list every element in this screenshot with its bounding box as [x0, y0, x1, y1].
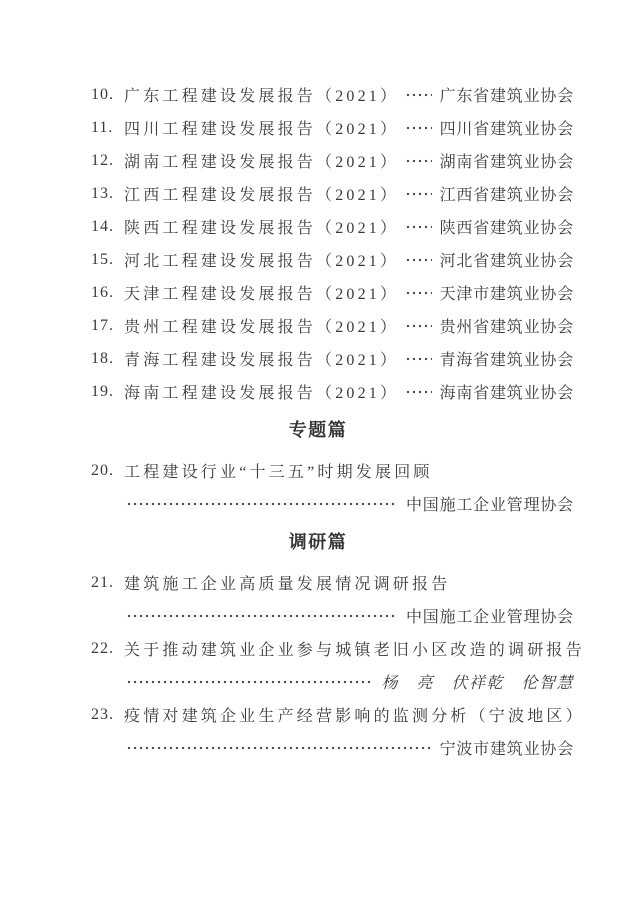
entry-number: 11.: [91, 118, 114, 136]
toc-entry-21: [91, 566, 574, 599]
dot-leader: [126, 500, 398, 508]
entry-number: 17.: [91, 316, 114, 334]
entry-source: 中国施工企业管理协会: [405, 609, 574, 626]
toc-entry-11: [91, 111, 574, 144]
section-heading-special: 专题篇: [288, 420, 348, 440]
entry-number: 21.: [91, 573, 114, 591]
toc-entry-23: [91, 698, 585, 731]
toc-entry-22-authors-line: [120, 665, 574, 698]
toc-entry-17: [91, 309, 574, 342]
entry-title: 建筑施工企业高质量发展情况调研报告: [124, 576, 451, 593]
toc-entry-10: [91, 78, 574, 111]
entry-title: 青海工程建设发展报告（2021）: [124, 352, 400, 369]
dot-leader: [405, 388, 431, 396]
entry-number: 23.: [91, 705, 114, 723]
entry-title: 疫情对建筑企业生产经营影响的监测分析（宁波地区）: [124, 708, 585, 725]
entry-source: 中国施工企业管理协会: [405, 497, 574, 514]
section-heading-research: 调研篇: [288, 532, 348, 552]
entry-source: 陕西省建筑业协会: [439, 220, 574, 237]
dot-leader: [405, 256, 431, 264]
dot-leader: [405, 91, 431, 99]
toc-entry-12: [91, 144, 574, 177]
entry-title: 陕西工程建设发展报告（2021）: [124, 220, 400, 237]
dot-leader: [405, 157, 431, 165]
toc-entry-20: [91, 454, 574, 487]
toc-entry-20-source-line: [120, 487, 574, 520]
entry-number: 20.: [91, 461, 114, 479]
dot-leader: [405, 289, 431, 297]
entry-number: 13.: [91, 184, 114, 202]
dot-leader: [405, 223, 431, 231]
entry-title: 关于推动建筑业企业参与城镇老旧小区改造的调研报告: [124, 642, 585, 659]
entry-source: 四川省建筑业协会: [439, 121, 574, 138]
entry-source: 天津市建筑业协会: [439, 286, 574, 303]
entry-authors: 杨 亮 伏祥乾 伦智慧: [381, 675, 574, 692]
entry-source: 青海省建筑业协会: [439, 352, 574, 369]
toc-entry-15: [91, 243, 574, 276]
entry-source: 广东省建筑业协会: [439, 88, 574, 105]
entry-source: 河北省建筑业协会: [439, 253, 574, 270]
entry-title: 广东工程建设发展报告（2021）: [124, 88, 400, 105]
entry-title: 工程建设行业“十三五”时期发展回顾: [124, 464, 433, 481]
toc-entry-22: [91, 632, 585, 665]
toc-entry-18: [91, 342, 574, 375]
entry-number: 18.: [91, 349, 114, 367]
toc-entry-21-source-line: [120, 599, 574, 632]
dot-leader: [405, 322, 431, 330]
dot-leader: [126, 744, 432, 752]
dot-leader: [126, 678, 373, 686]
entry-number: 12.: [91, 151, 114, 169]
entry-title: 湖南工程建设发展报告（2021）: [124, 154, 400, 171]
entry-number: 14.: [91, 217, 114, 235]
dot-leader: [405, 355, 431, 363]
entry-title: 海南工程建设发展报告（2021）: [124, 385, 400, 402]
entry-source: 宁波市建筑业协会: [439, 741, 574, 758]
entry-title: 河北工程建设发展报告（2021）: [124, 253, 400, 270]
entry-title: 天津工程建设发展报告（2021）: [124, 286, 400, 303]
entry-number: 22.: [91, 639, 114, 657]
dot-leader: [405, 190, 431, 198]
entry-number: 10.: [91, 85, 114, 103]
entry-number: 15.: [91, 250, 114, 268]
dot-leader: [405, 124, 431, 132]
dot-leader: [126, 612, 398, 620]
entry-title: 贵州工程建设发展报告（2021）: [124, 319, 400, 336]
entry-title: 江西工程建设发展报告（2021）: [124, 187, 400, 204]
entry-number: 16.: [91, 283, 114, 301]
toc-entry-23-source-line: [120, 731, 574, 764]
toc-entry-13: [91, 177, 574, 210]
entry-source: 贵州省建筑业协会: [439, 319, 574, 336]
toc-entry-19: [91, 375, 574, 408]
toc-entry-16: [91, 276, 574, 309]
entry-number: 19.: [91, 382, 114, 400]
entry-source: 江西省建筑业协会: [439, 187, 574, 204]
entry-title: 四川工程建设发展报告（2021）: [124, 121, 400, 138]
entry-source: 湖南省建筑业协会: [439, 154, 574, 171]
entry-source: 海南省建筑业协会: [439, 385, 574, 402]
toc-entry-14: [91, 210, 574, 243]
